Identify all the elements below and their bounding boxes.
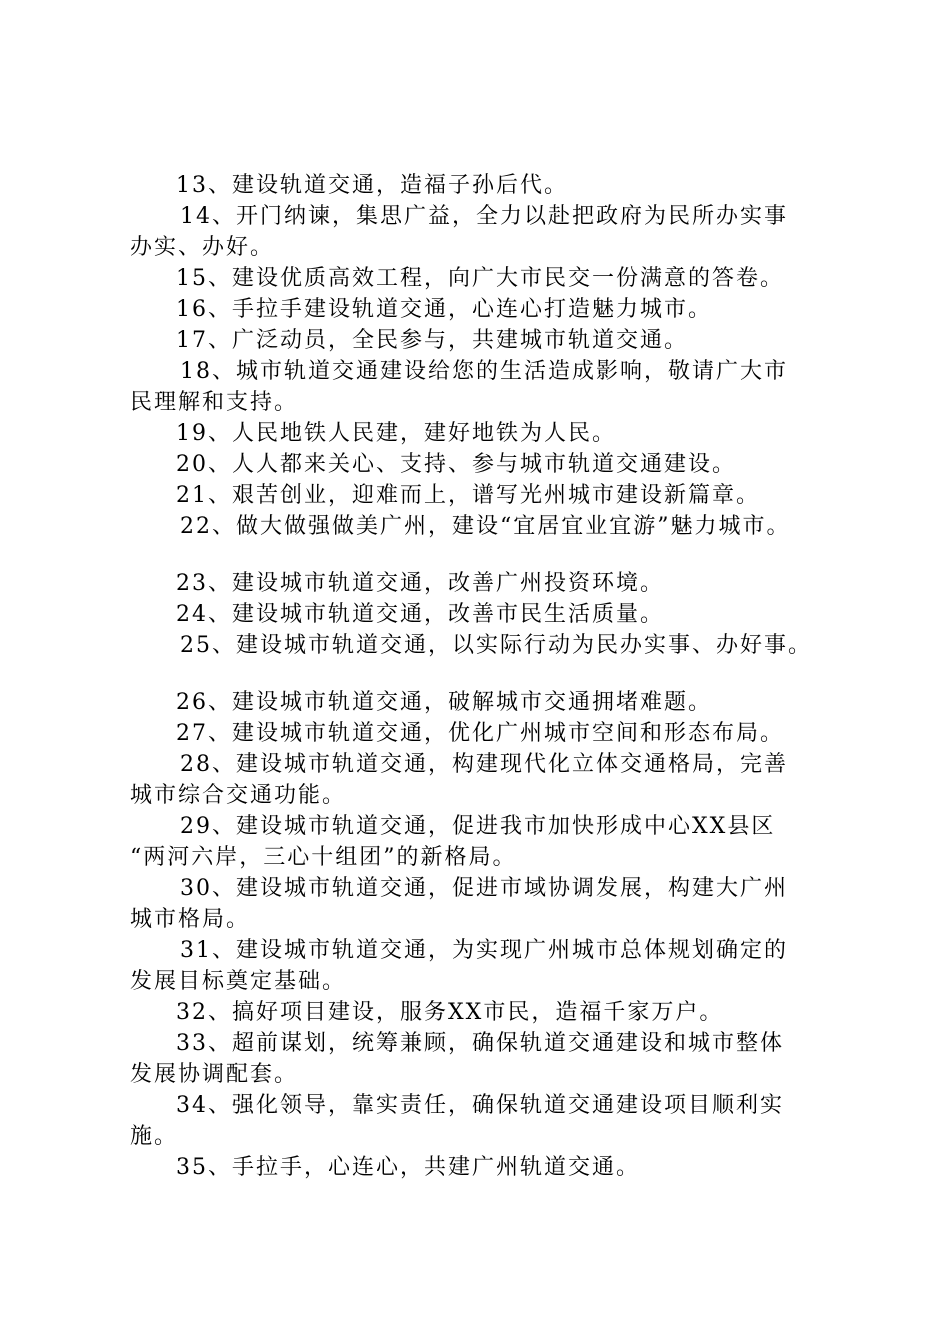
document-body (130, 170, 840, 1183)
text-line: 15、建设优质高效工程，向广大市民交一份满意的答卷。 (176, 266, 784, 291)
text-line: 14、开门纳谏，集思广益，全力以赴把政府为民所办实事 (180, 204, 788, 229)
text-line: 35、手拉手，心连心，共建广州轨道交通。 (176, 1155, 640, 1180)
slogan-list (130, 170, 840, 1183)
text-line: 办实、办好。 (130, 235, 275, 260)
text-line: 19、人民地铁人民建，建好地铁为人民。 (176, 421, 616, 446)
text-line: 29、建设城市轨道交通，促进我市加快形成中心XX县区 (180, 814, 776, 839)
text-line: 25、建设城市轨道交通，以实际行动为民办实事、办好事。 (180, 633, 812, 658)
text-line: 16、手拉手建设轨道交通，心连心打造魅力城市。 (176, 297, 712, 322)
text-line: 13、建设轨道交通，造福子孙后代。 (176, 173, 568, 198)
text-line: 27、建设城市轨道交通，优化广州城市空间和形态布局。 (176, 721, 784, 746)
text-line: 城市格局。 (130, 907, 251, 932)
text-line: 23、建设城市轨道交通，改善广州投资环境。 (176, 571, 664, 596)
text-line: 20、人人都来关心、支持、参与城市轨道交通建设。 (176, 452, 736, 477)
text-line: 33、超前谋划，统筹兼顾，确保轨道交通建设和城市整体 (176, 1031, 784, 1056)
text-line: 17、广泛动员，全民参与，共建城市轨道交通。 (176, 328, 688, 353)
text-line: “两河六岸，三心十组团”的新格局。 (130, 845, 517, 870)
text-line: 21、艰苦创业，迎难而上，谱写光州城市建设新篇章。 (176, 483, 760, 508)
text-line: 城市综合交通功能。 (130, 783, 347, 808)
text-line: 28、建设城市轨道交通，构建现代化立体交通格局，完善 (180, 752, 788, 777)
paragraph-gap (130, 661, 840, 687)
text-line: 发展协调配套。 (130, 1062, 299, 1087)
text-line: 26、建设城市轨道交通，破解城市交通拥堵难题。 (176, 690, 712, 715)
text-line: 18、城市轨道交通建设给您的生活造成影响，敬请广大市 (180, 359, 788, 384)
text-line: 32、搞好项目建设，服务XX市民，造福千家万户。 (176, 1000, 724, 1025)
text-line: 30、建设城市轨道交通，促进市域协调发展，构建大广州 (180, 876, 788, 901)
text-line: 施。 (130, 1124, 179, 1149)
text-line: 发展目标奠定基础。 (130, 969, 347, 994)
text-line: 24、建设城市轨道交通，改善市民生活质量。 (176, 602, 664, 627)
paragraph-gap (130, 542, 840, 568)
text-line: 34、强化领导，靠实责任，确保轨道交通建设项目顺利实 (176, 1093, 784, 1118)
text-line: 22、做大做强做美广州，建设“宜居宜业宜游”魅力城市。 (180, 514, 791, 539)
text-line: 31、建设城市轨道交通，为实现广州城市总体规划确定的 (180, 938, 788, 963)
text-line: 民理解和支持。 (130, 390, 299, 415)
